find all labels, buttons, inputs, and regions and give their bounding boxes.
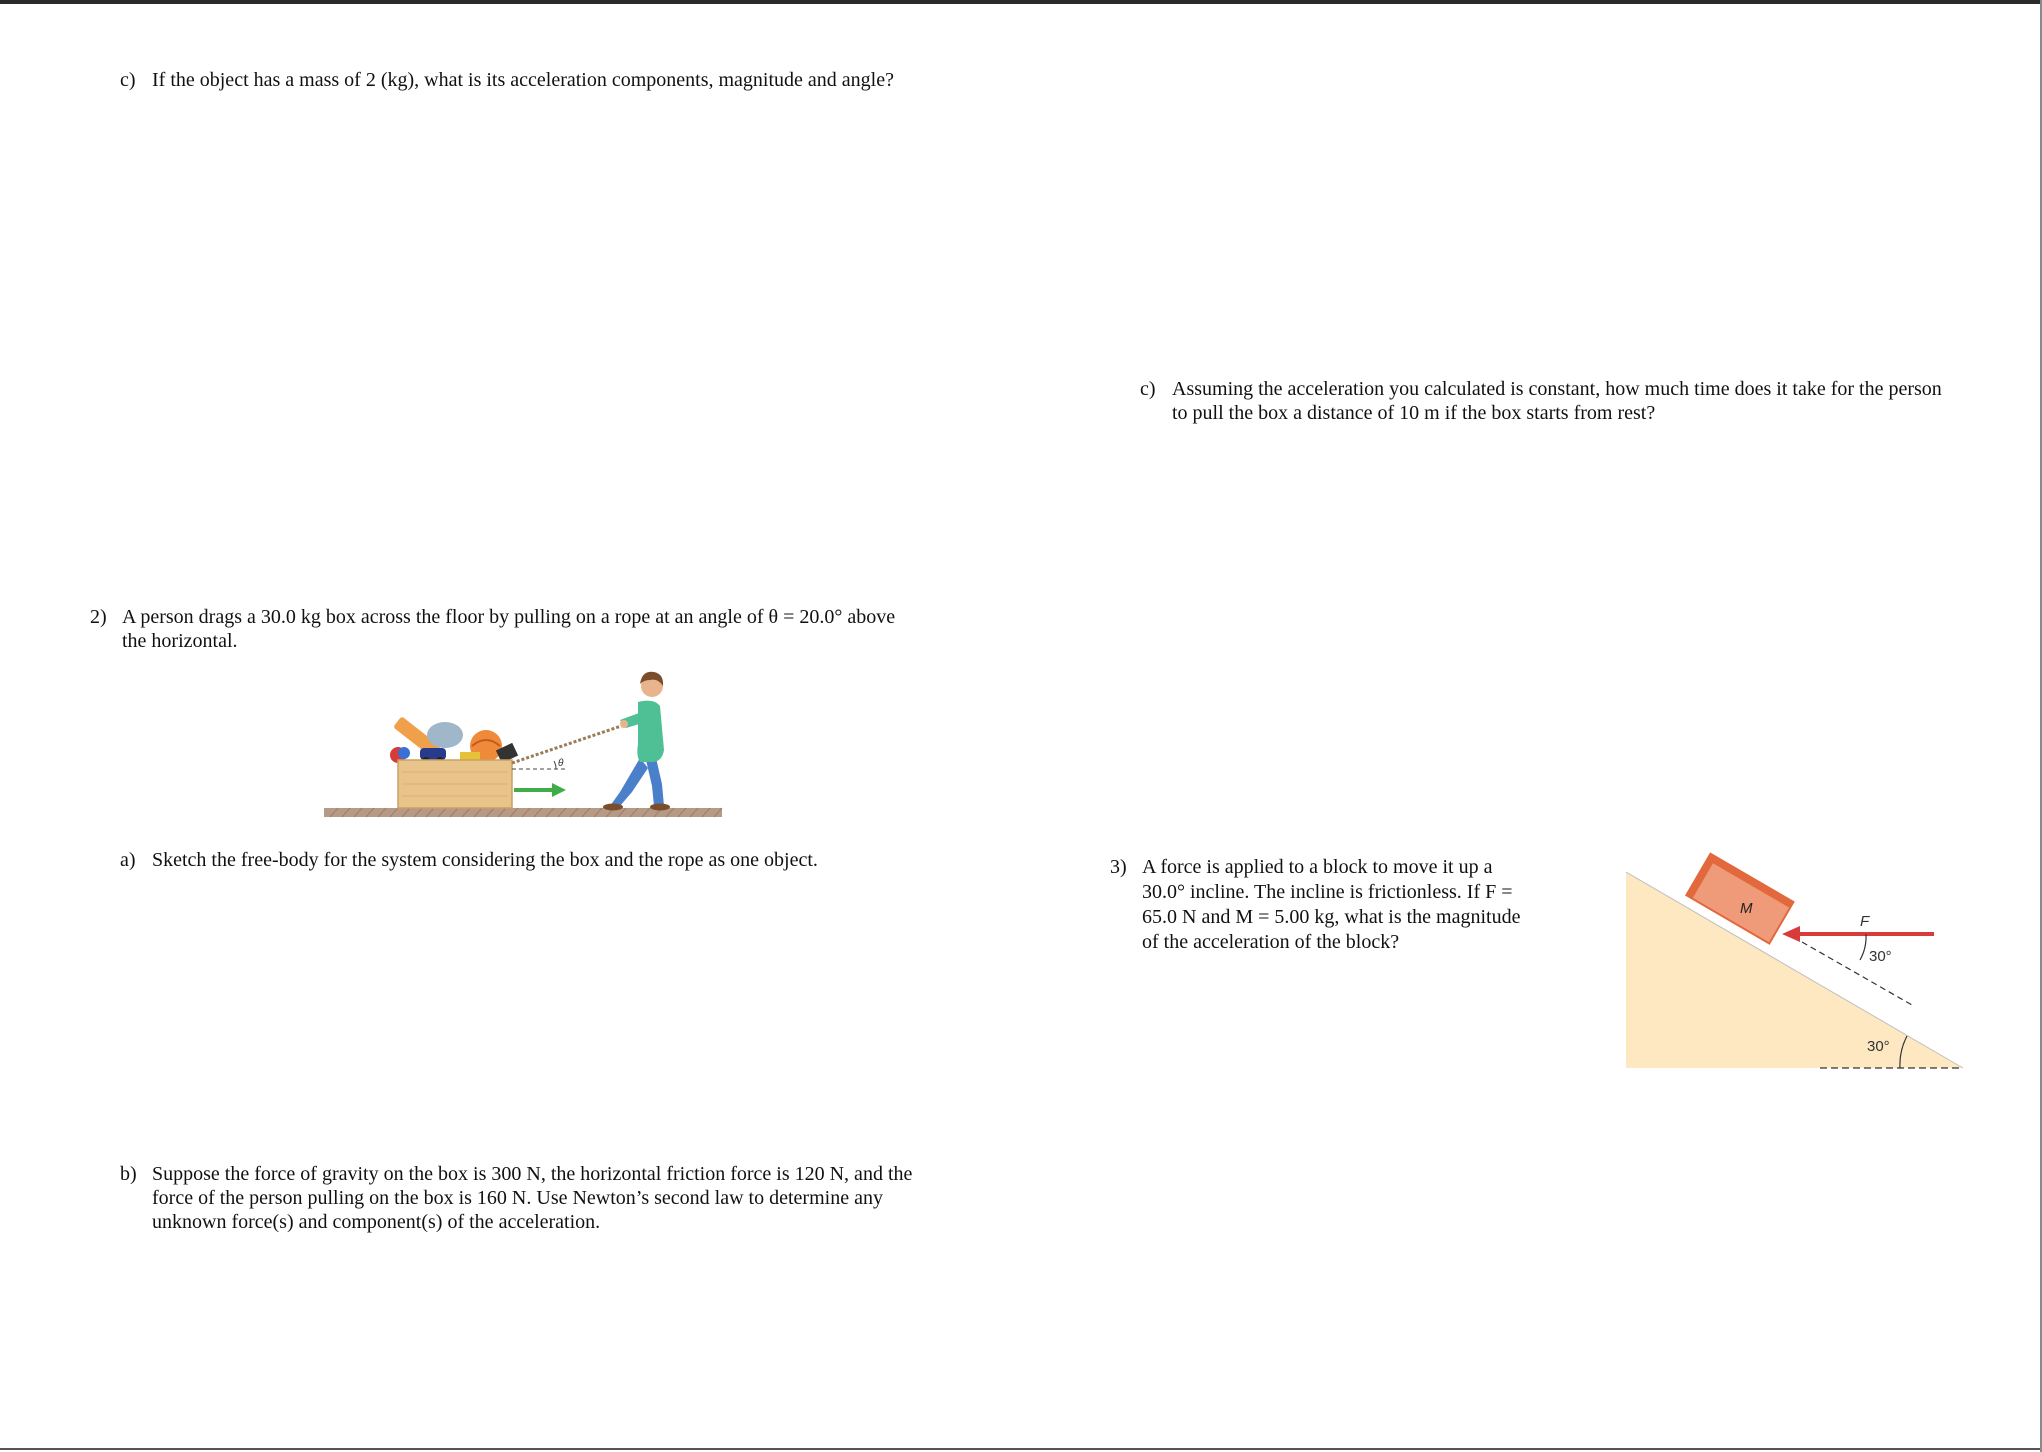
force-label: F (1860, 913, 1870, 930)
angle-theta-label: θ (558, 758, 564, 769)
incline-angle-label: 30° (1867, 1038, 1890, 1055)
problem-3-line2: 30.0° incline. The incline is frictionless. If F = (1142, 881, 1513, 903)
toys (390, 716, 518, 765)
part-b-line2: force of the person pulling on the box is 160 N. Use Newton’s second law to determine any (152, 1187, 883, 1209)
problem-2-part-b (120, 1162, 960, 1236)
problem-3-line3: 65.0 N and M = 5.00 kg, what is the magnitude (1142, 906, 1521, 928)
problem-2-statement (90, 605, 950, 655)
problem-2-line2: the horizontal. (122, 630, 238, 652)
force-angle-label: 30° (1869, 948, 1892, 965)
part-a-label: a) (120, 849, 136, 871)
block-label: M (1740, 900, 1753, 917)
top-border (0, 0, 2042, 4)
part-a-text: Sketch the free-body for the system considering the box and the rope as one object. (152, 849, 818, 871)
acceleration-arrow (514, 783, 566, 797)
part-c-time-question (1140, 377, 1970, 427)
person (603, 672, 670, 811)
part-c-text: If the object has a mass of 2 (kg), what is its acceleration components, magnitude and angle? (152, 69, 894, 91)
incline-figure (1620, 850, 1970, 1070)
problem-2-line1: A person drags a 30.0 kg box across the floor by pulling on a rope at an angle of θ = 20.0° above (122, 606, 896, 628)
part-b-line1: Suppose the force of gravity on the box is 300 N, the horizontal friction force is 120 N, and the (152, 1163, 913, 1185)
problem-2-number: 2) (90, 606, 107, 628)
person-dragging-box-figure (320, 660, 730, 820)
part-b-label: b) (120, 1163, 137, 1185)
rope (512, 723, 630, 763)
problem-2-part-a (120, 848, 960, 872)
part-c2-line2: to pull the box a distance of 10 m if the box starts from rest? (1172, 402, 1656, 424)
part-c2-label: c) (1140, 378, 1156, 400)
part-b-line3: unknown force(s) and component(s) of the acceleration. (152, 1211, 601, 1233)
part-c-mass-question (120, 68, 960, 92)
part-c-label: c) (120, 69, 136, 91)
bottom-border (0, 1448, 2042, 1450)
problem-3-line4: of the acceleration of the block? (1142, 931, 1400, 953)
part-c2-line1: Assuming the acceleration you calculated is constant, how much time does it take for the person (1172, 378, 1942, 400)
problem-3-number: 3) (1110, 856, 1127, 878)
problem-3-line1: A force is applied to a block to move it up a (1142, 856, 1493, 878)
problem-3-statement (1110, 855, 1540, 955)
